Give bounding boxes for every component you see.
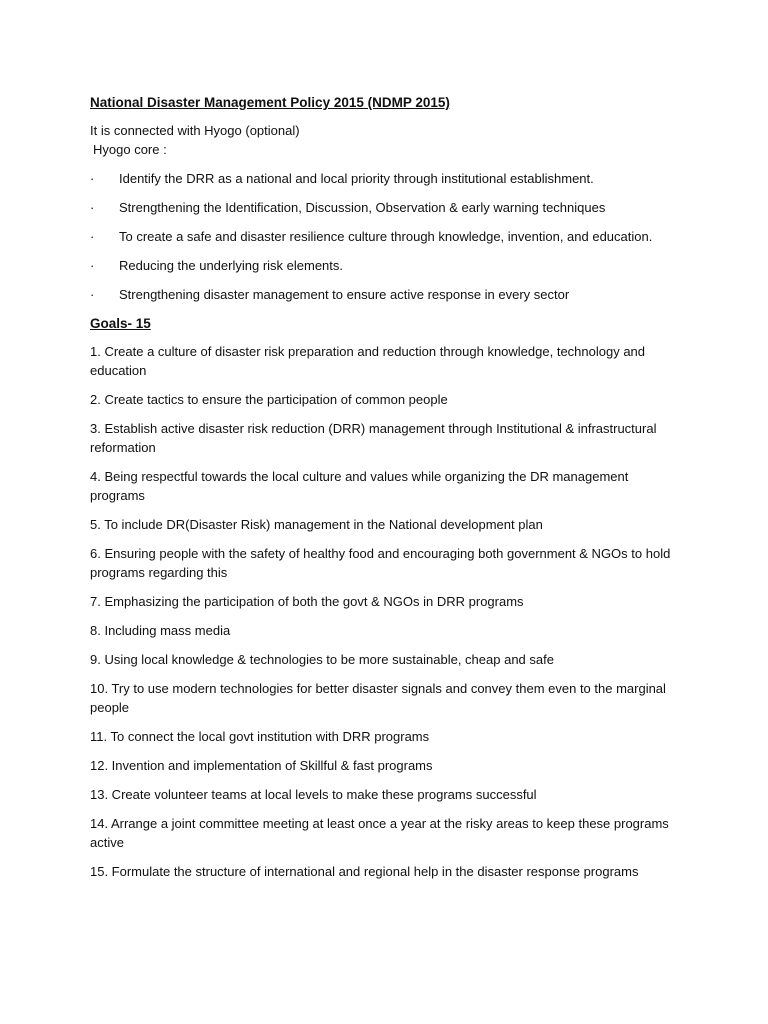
goal-item: 1. Create a culture of disaster risk preparation and reduction through knowledge, technology and education bbox=[90, 344, 646, 378]
hyogo-core-list bbox=[90, 169, 680, 304]
bullet-item bbox=[90, 169, 680, 188]
bullet-marker: · bbox=[90, 287, 95, 302]
goal-item: 3. Establish active disaster risk reduction (DRR) management through Institutional & infrastructural reformation bbox=[90, 421, 657, 455]
bullet-text: To create a safe and disaster resilience culture through knowledge, invention, and education. bbox=[119, 229, 653, 244]
bullet-item bbox=[90, 227, 680, 246]
bullet-item bbox=[90, 256, 680, 275]
goal-item: 7. Emphasizing the participation of both the govt & NGOs in DRR programs bbox=[90, 594, 524, 609]
intro-line: It is connected with Hyogo (optional) bbox=[90, 123, 300, 138]
hyogo-core-heading: Hyogo core : bbox=[93, 142, 167, 157]
goal-item: 9. Using local knowledge & technologies to be more sustainable, cheap and safe bbox=[90, 652, 554, 667]
goals-list bbox=[90, 342, 680, 881]
bullet-text: Strengthening the Identification, Discussion, Observation & early warning techniques bbox=[119, 200, 606, 215]
goal-item: 14. Arrange a joint committee meeting at least once a year at the risky areas to keep these programs active bbox=[90, 816, 669, 850]
bullet-text: Identify the DRR as a national and local priority through institutional establishment. bbox=[119, 171, 594, 186]
goals-heading: Goals- 15 bbox=[90, 316, 151, 331]
bullet-marker: · bbox=[90, 200, 95, 215]
bullet-item bbox=[90, 198, 680, 217]
goal-item: 4. Being respectful towards the local culture and values while organizing the DR management programs bbox=[90, 469, 629, 503]
document-title: National Disaster Management Policy 2015 (NDMP 2015) bbox=[90, 95, 450, 110]
goal-item: 11. To connect the local govt institution with DRR programs bbox=[90, 729, 430, 744]
bullet-marker: · bbox=[90, 229, 95, 244]
bullet-marker: · bbox=[90, 171, 95, 186]
bullet-item bbox=[90, 285, 680, 304]
bullet-text: Reducing the underlying risk elements. bbox=[119, 258, 344, 273]
goal-item: 13. Create volunteer teams at local levels to make these programs successful bbox=[90, 787, 537, 802]
goal-item: 6. Ensuring people with the safety of healthy food and encouraging both government & NGOs to hold programs regarding this bbox=[90, 546, 671, 580]
goal-item: 10. Try to use modern technologies for better disaster signals and convey them even to the marginal people bbox=[90, 681, 666, 715]
goal-item: 2. Create tactics to ensure the participation of common people bbox=[90, 392, 448, 407]
goal-item: 12. Invention and implementation of Skillful & fast programs bbox=[90, 758, 433, 773]
goal-item: 8. Including mass media bbox=[90, 623, 231, 638]
bullet-marker: · bbox=[90, 258, 95, 273]
goal-item: 5. To include DR(Disaster Risk) management in the National development plan bbox=[90, 517, 543, 532]
goal-item: 15. Formulate the structure of international and regional help in the disaster response programs bbox=[90, 864, 639, 879]
bullet-text: Strengthening disaster management to ensure active response in every sector bbox=[119, 287, 570, 302]
